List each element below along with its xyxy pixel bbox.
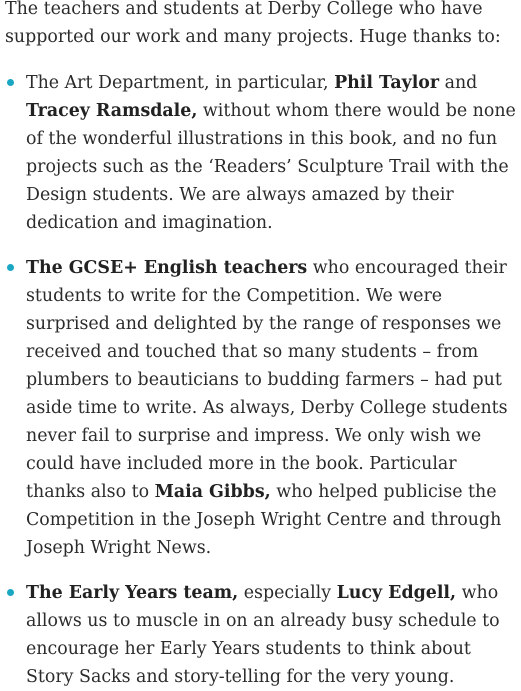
list-item-text: [26, 583, 500, 687]
name-phil-taylor: Phil Taylor: [334, 73, 440, 93]
gcse-english-teachers: The GCSE+ English teachers: [26, 258, 308, 278]
text-run: The Art Department, in particular,: [26, 73, 335, 93]
list-item-gcse-english: [5, 254, 521, 562]
list-item-text: [26, 73, 516, 233]
name-lucy-edgell: Lucy Edgell,: [336, 583, 457, 603]
list-item-text: [26, 258, 508, 558]
text-run: and: [439, 73, 478, 93]
text-run: who encouraged their students to write for the Competition. We were surprised and delighted by the range of responses we received and touched that so many students – from plumbers to beauticians to budding farmers – had put aside time to write. As always, Derby College students never fail to surprise and impress. We only wish we could have included more in the book. Particular thanks also to: [26, 258, 508, 502]
text-run: who allows us to muscle in on an already busy schedule to encourage her Early Years students to think about Story Sacks and story-telling for the very young.: [26, 583, 500, 687]
text-run: especially: [238, 583, 337, 603]
name-maia-gibbs: Maia Gibbs,: [154, 482, 271, 502]
name-tracey-ramsdale: Tracey Ramsdale,: [26, 101, 198, 121]
thanks-list: [5, 69, 521, 691]
text-run: who helped publicise the Competition in the Joseph Wright Centre and through Joseph Wright News.: [26, 482, 502, 558]
list-item-early-years: [5, 579, 521, 691]
bullet-icon: [7, 264, 14, 271]
list-item-art-department: [5, 69, 521, 237]
bullet-icon: [7, 589, 14, 596]
intro-paragraph: The teachers and students at Derby College who have supported our work and many projects. Huge thanks to:: [5, 0, 501, 47]
text-run: without whom there would be none of the wonderful illustrations in this book, and no fun projects such as the ‘Readers’ Sculpture Trail with the Design students. We are always amazed by their dedication and imagination.: [26, 101, 516, 233]
bullet-icon: [7, 79, 14, 86]
early-years-team: The Early Years team,: [26, 583, 239, 603]
